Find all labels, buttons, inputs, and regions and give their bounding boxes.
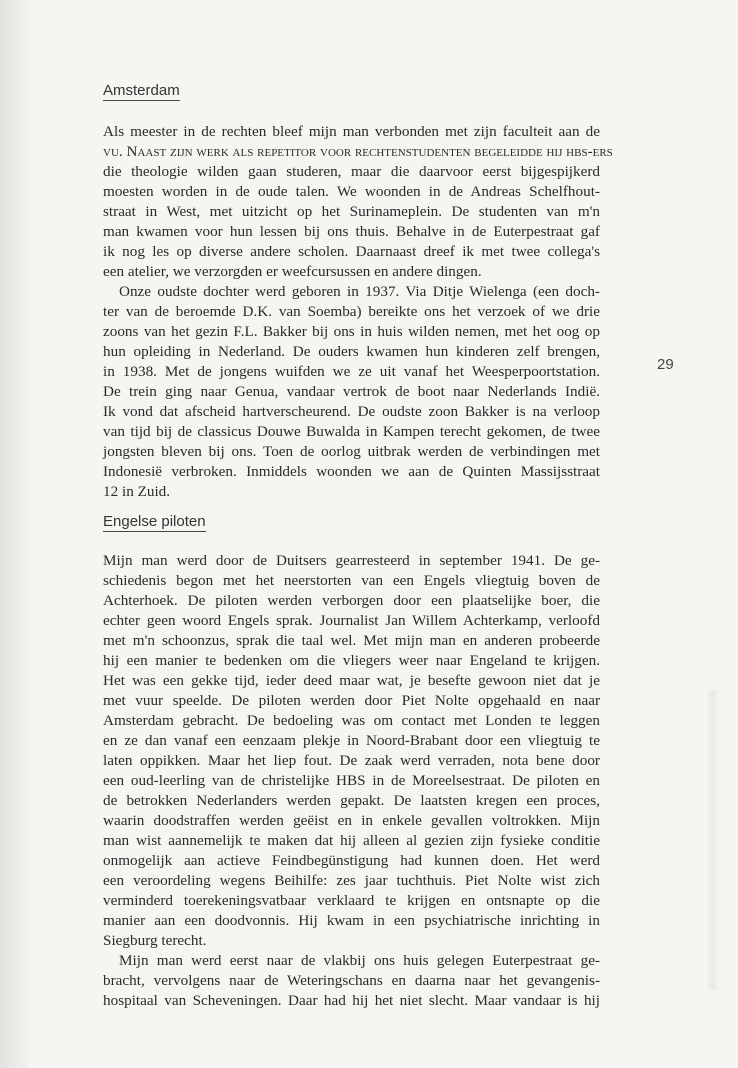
text-line: een atelier, we verzorgden er weefcursussen en andere dingen.	[103, 263, 482, 280]
text-line: en ze dan vanaf een eenzaam plekje in Noord-Brabant door een vliegtuig te	[103, 732, 600, 749]
text-line: bracht, vervolgens naar de Weteringschans en daarna naar het gevangenis-	[103, 972, 600, 989]
text-line: jongsten bleven bij ons. Toen de oorlog uitbrak werden de verbindingen met	[103, 443, 600, 460]
section-body-amsterdam	[103, 122, 613, 502]
text-line: met vuur speelde. De piloten werden door Piet Nolte opgehaald en naar	[103, 692, 600, 709]
text-line: die theologie wilden gaan studeren, maar die daarvoor eerst bijgespijkerd	[103, 163, 600, 180]
text-line: Onze oudste dochter werd geboren in 1937. Via Ditje Wielenga (een doch-	[119, 283, 600, 300]
page-number: 29	[657, 356, 674, 373]
text-line: een oud-leerling van de christelijke HBS in de Moreelsestraat. De piloten en	[103, 772, 600, 789]
section-heading-amsterdam: Amsterdam	[103, 82, 180, 99]
text-line: laten oppikken. Maar het liep fout. De zaak werd verraden, nota bene door	[103, 752, 600, 769]
text-line: Als meester in de rechten bleef mijn man verbonden met zijn faculteit aan de	[103, 123, 600, 140]
text-line: hij een manier te bedenken om die vliegers weer naar Engeland te krijgen.	[103, 652, 600, 669]
text-line: ik nog les op diverse andere scholen. Daarnaast dreef ik met twee collega's	[103, 243, 600, 260]
text-line: Indonesië verbroken. Inmiddels woonden we aan de Quinten Massijsstraat	[103, 463, 600, 480]
text-line: straat in West, met uitzicht op het Surinameplein. De studenten van m'n	[103, 203, 600, 220]
text-line: zoons van het gezin F.L. Bakker bij ons in huis wilden nemen, met het oog op	[103, 323, 600, 340]
text-line: hun opleiding in Nederland. De ouders kwamen hun kinderen zelf brengen,	[103, 343, 600, 360]
text-line: waarin doodstraffen werden geëist en in enkele gevallen voltrokken. Mijn	[103, 812, 600, 829]
text-line: 12 in Zuid.	[103, 483, 171, 500]
text-line: echter geen woord Engels sprak. Journalist Jan Willem Achterkamp, verloofd	[103, 612, 600, 629]
page-gutter	[0, 0, 30, 1068]
text-line: Het was een gekke tijd, ieder deed maar wat, je besefte gewoon niet dat je	[103, 672, 600, 689]
text-line: Siegburg terecht.	[103, 932, 207, 949]
text-line: moesten worden in de oude talen. We woonden in de Andreas Schelfhout-	[103, 183, 600, 200]
text-line: ter van de beroemde D.K. van Soemba) bereikte ons het verzoek of we drie	[103, 303, 600, 320]
text-line: hospitaal van Scheveningen. Daar had hij het niet slecht. Maar vandaar is hij	[103, 992, 600, 1009]
text-line: van tijd bij de classicus Douwe Buwalda in Kampen terecht gekomen, de twee	[103, 423, 600, 440]
text-line: Ik vond dat afscheid hartverscheurend. De oudste zoon Bakker is na verloop	[103, 403, 600, 420]
text-line: onmogelijk aan actieve Feindbegünstigung had kunnen doen. Het werd	[103, 852, 600, 869]
text-line: Achterhoek. De piloten werden verborgen door een plaatselijke boer, die	[103, 592, 600, 609]
section-heading-engelse-piloten: Engelse piloten	[103, 513, 206, 530]
text-line: manier aan een doodvonnis. Hij kwam in een psychiatrische inrichting in	[103, 912, 600, 929]
text-line: met m'n schoonzus, sprak die taal wel. Met mijn man en anderen probeerde	[103, 632, 600, 649]
text-line: vu. Naast zijn werk als repetitor voor rechtenstudenten begeleidde hij hbs-ers	[103, 143, 613, 160]
section-body-engelse-piloten	[103, 551, 600, 1011]
text-line: Mijn man werd door de Duitsers gearresteerd in september 1941. De ge-	[103, 552, 600, 569]
text-line: in 1938. Met de jongens wuifden we ze uit vanaf het Weesperpoortstation.	[103, 363, 600, 380]
text-line: man kwamen voor hun lessen bij ons thuis. Behalve in de Euterpestraat gaf	[103, 223, 600, 240]
text-line: Mijn man werd eerst naar de vlakbij ons huis gelegen Euterpestraat ge-	[119, 952, 600, 969]
text-line: verminderd toerekeningsvatbaar verklaard te krijgen en ontsnapte op die	[103, 892, 600, 909]
text-line: man wist aannemelijk te maken dat hij alleen al gezien zijn fysieke conditie	[103, 832, 600, 849]
text-line: schiedenis begon met het neerstorten van een Engels vliegtuig boven de	[103, 572, 600, 589]
page-edge-shadow	[706, 690, 720, 990]
text-line: een veroordeling wegens Beihilfe: zes jaar tuchthuis. Piet Nolte wist zich	[103, 872, 600, 889]
text-line: Amsterdam gebracht. De bedoeling was om contact met Londen te leggen	[103, 712, 600, 729]
text-line: De trein ging naar Genua, vandaar vertrok de boot naar Nederlands Indië.	[103, 383, 600, 400]
text-line: de betrokken Nederlanders werden gepakt. De laatsten kregen een proces,	[103, 792, 600, 809]
